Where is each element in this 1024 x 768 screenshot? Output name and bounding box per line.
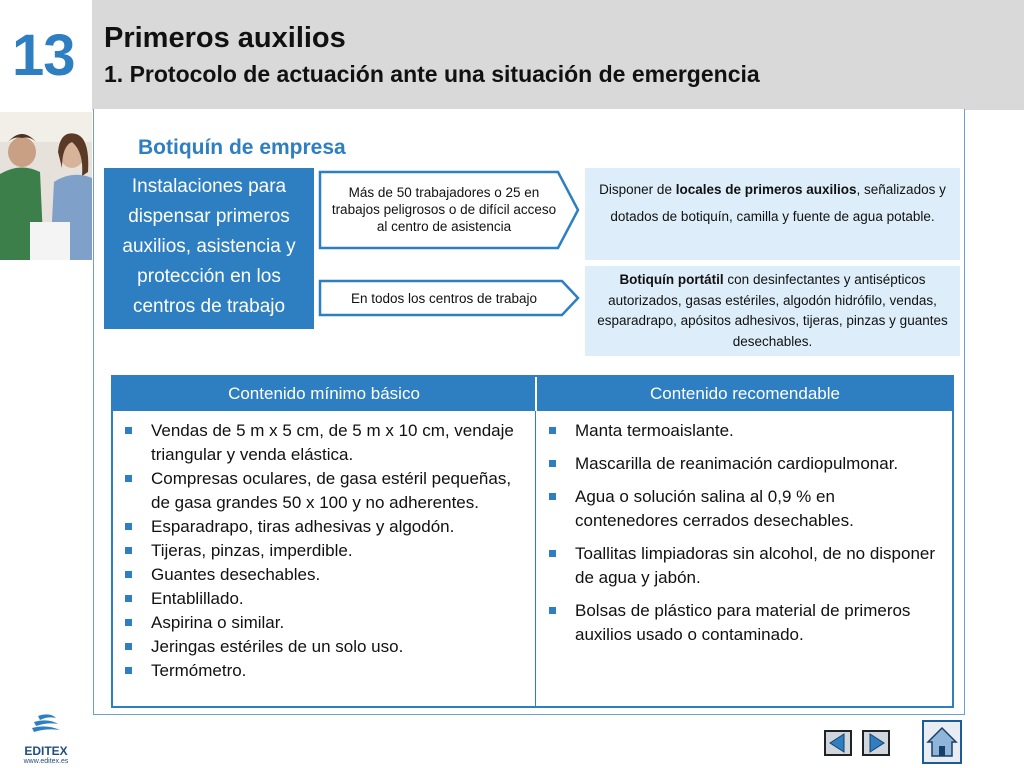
list-item-text: Esparadrapo, tiras adhesivas y algodón. — [151, 517, 455, 536]
arrow-left-icon — [826, 732, 850, 754]
column-divider — [535, 411, 536, 707]
result-1-suffix: , señalizados y dotados de botiquín, camilla y fuente de agua potable. — [610, 182, 946, 224]
bullet-icon — [125, 547, 132, 554]
result-box-2 — [585, 266, 960, 356]
page-title: Primeros auxilios — [104, 22, 346, 54]
list-item-text: Compresas oculares, de gasa estéril pequeñas, de gasa grandes 50 x 100 y no adherentes. — [151, 469, 512, 512]
list-item — [123, 587, 518, 611]
list-item-text: Vendas de 5 m x 5 cm, de 5 m x 10 cm, vendaje triangular y venda elástica. — [151, 421, 514, 464]
list-item-text: Toallitas limpiadoras sin alcohol, de no disponer de agua y jabón. — [575, 544, 936, 587]
list-item — [547, 542, 942, 590]
list-item — [547, 485, 942, 533]
section-title: Botiquín de empresa — [138, 136, 346, 159]
content-table — [111, 375, 954, 708]
list-item-text: Mascarilla de reanimación cardiopulmonar. — [575, 454, 899, 473]
list-item-text: Tijeras, pinzas, imperdible. — [151, 541, 353, 560]
previous-button[interactable] — [824, 730, 852, 756]
logo-text: EDITEX — [24, 744, 68, 758]
result-2-bold: Botiquín portátil — [619, 272, 724, 287]
bullet-icon — [125, 619, 132, 626]
bullet-icon — [549, 550, 556, 557]
home-button[interactable] — [922, 720, 962, 764]
list-item-text: Jeringas estériles de un solo uso. — [151, 637, 404, 656]
editex-logo-icon — [16, 712, 76, 740]
result-1-prefix: Disponer de — [599, 182, 676, 197]
bullet-icon — [125, 667, 132, 674]
bullet-icon — [125, 475, 132, 482]
table-header-basic: Contenido mínimo básico — [113, 377, 535, 411]
chapter-number: 13 — [12, 23, 75, 88]
recommended-list — [547, 419, 942, 647]
list-item-text: Aspirina o similar. — [151, 613, 285, 632]
list-item-text: Entablillado. — [151, 589, 244, 608]
list-item — [123, 659, 518, 683]
editex-logo — [16, 712, 76, 765]
bullet-icon — [549, 460, 556, 467]
bullet-icon — [549, 427, 556, 434]
list-item-text: Termómetro. — [151, 661, 247, 680]
list-item — [547, 419, 942, 443]
list-item-text: Guantes desechables. — [151, 565, 321, 584]
result-box-1 — [585, 168, 960, 260]
home-icon — [924, 722, 960, 762]
list-item — [123, 539, 518, 563]
list-item — [123, 419, 518, 467]
result-2-suffix: con desinfectantes y antisépticos autorizados, gasas estériles, algodón hidrófilo, vendas, esparadrapo, apósitos adhesivos, tijeras, pinzas y guantes desechables. — [597, 272, 948, 349]
table-header-recommended: Contenido recomendable — [536, 377, 953, 411]
page-subtitle: 1. Protocolo de actuación ante una situación de emergencia — [104, 61, 760, 87]
bullet-icon — [125, 427, 132, 434]
bullet-icon — [549, 607, 556, 614]
basic-list — [123, 419, 518, 683]
bullet-icon — [549, 493, 556, 500]
list-item-text: Agua o solución salina al 0,9 % en contenedores cerrados desechables. — [575, 487, 854, 530]
list-item — [123, 611, 518, 635]
bullet-icon — [125, 523, 132, 530]
bullet-icon — [125, 643, 132, 650]
bullet-icon — [125, 571, 132, 578]
list-item — [547, 599, 942, 647]
condition-text-2: En todos los centros de trabajo — [350, 291, 538, 306]
next-button[interactable] — [862, 730, 890, 756]
list-item — [123, 467, 518, 515]
list-item — [123, 563, 518, 587]
main-concept-box: Instalaciones para dispensar primeros auxilios, asistencia y protección en los centros de trabajo — [104, 168, 314, 329]
condition-text-1: Más de 50 trabajadores o 25 en trabajos peligrosos o de difícil acceso al centro de asistencia — [331, 185, 557, 234]
list-item — [547, 452, 942, 476]
arrow-right-icon — [864, 732, 888, 754]
first-aid-photo — [0, 112, 92, 260]
logo-url: www.editex.es — [23, 758, 69, 765]
list-item — [123, 515, 518, 539]
bullet-icon — [125, 595, 132, 602]
list-item-text: Bolsas de plástico para material de primeros auxilios usado o contaminado. — [575, 601, 911, 644]
header-bar — [92, 0, 1024, 110]
list-item — [123, 635, 518, 659]
result-1-bold: locales de primeros auxilios — [675, 182, 857, 197]
list-item-text: Manta termoaislante. — [575, 421, 734, 440]
